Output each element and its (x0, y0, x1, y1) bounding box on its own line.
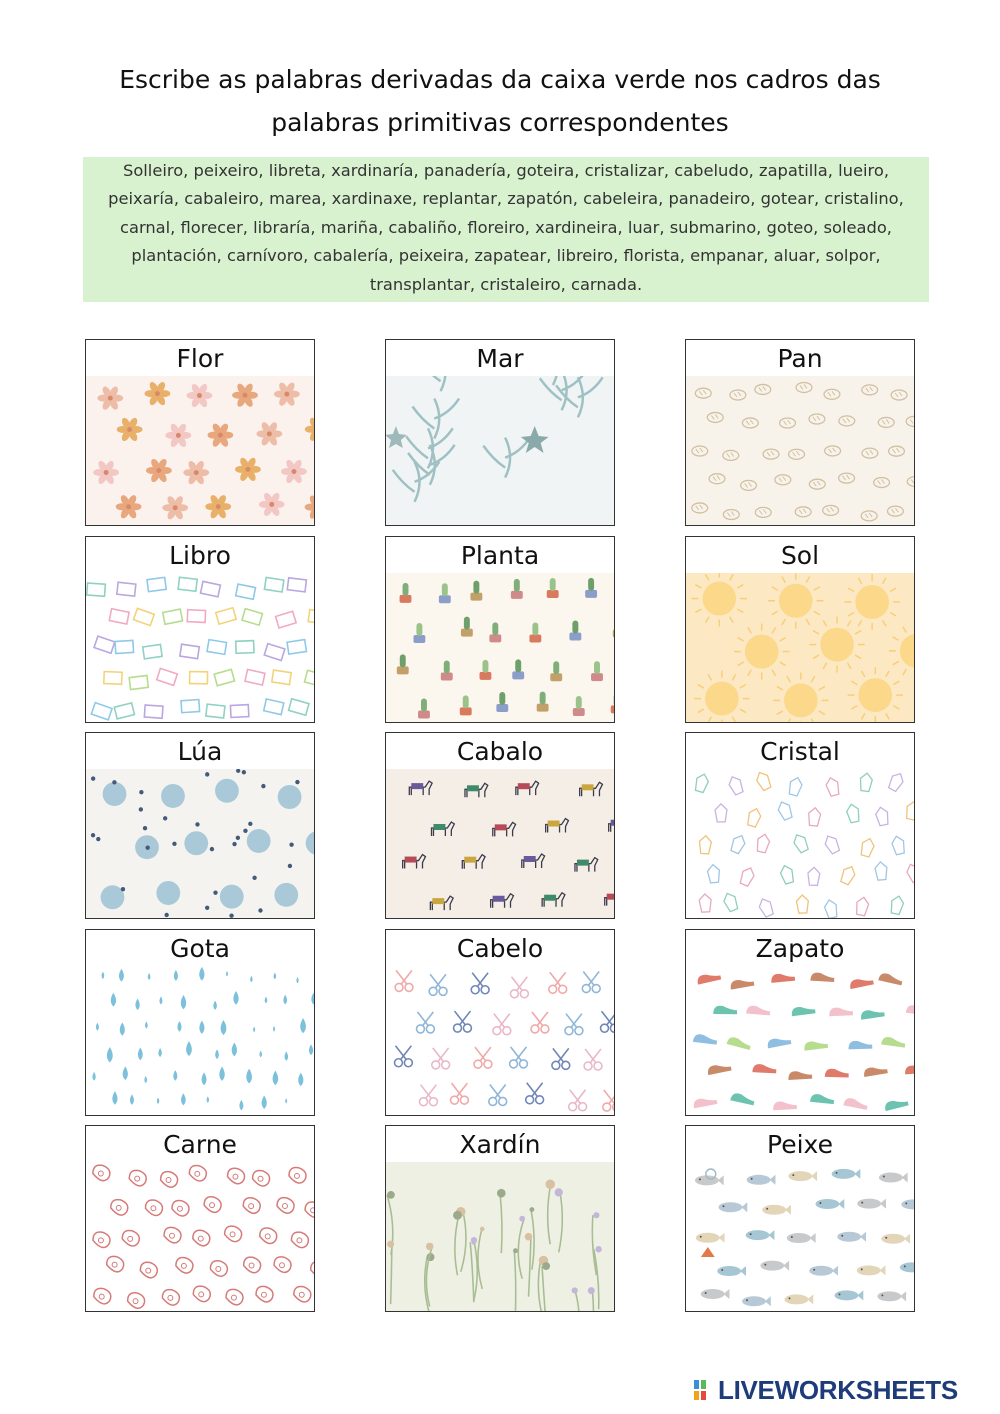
card-image (86, 966, 314, 1116)
raindrop-pattern (86, 966, 314, 1116)
word-card-peixe[interactable] (685, 1125, 915, 1312)
liveworksheets-logo-icon (693, 1378, 715, 1402)
word-card-carne[interactable] (85, 1125, 315, 1312)
hairdresser-pattern (386, 966, 614, 1116)
card-image (386, 966, 614, 1116)
coral-pattern (386, 376, 614, 526)
liveworksheets-logo[interactable] (693, 1375, 958, 1405)
card-label: Cabelo (386, 930, 614, 966)
cactus-pattern (386, 573, 614, 723)
card-image (386, 573, 614, 723)
word-card-flor[interactable] (85, 339, 315, 526)
worksheet-title: Escribe as palabras derivadas da caixa verde nos cadros das palabras primitivas correspondentes (119, 65, 881, 137)
garden-pattern (386, 1162, 614, 1312)
card-image (386, 1162, 614, 1312)
card-label: Sol (686, 537, 914, 573)
word-card-planta[interactable] (385, 536, 615, 723)
card-label: Pan (686, 340, 914, 376)
word-card-pan[interactable] (685, 339, 915, 526)
card-image (686, 769, 914, 919)
horse-pattern (386, 769, 614, 919)
logo-text: LIVEWORKSHEETS (718, 1374, 958, 1405)
card-label: Cabalo (386, 733, 614, 769)
word-card-cabalo[interactable] (385, 732, 615, 919)
card-image (86, 769, 314, 919)
derived-words-box: Solleiro, peixeiro, libreta, xardinaría, panadería, goteira, cristalizar, cabeludo, zapatilla, lueiro, peixaría, cabaleiro, marea, xardinaxe, replantar, zapatón, cabeleira, panadeiro, gotear, cristalino, carnal, florecer, libraría, mariña, cabaliño, floreiro, xardineira, luar, submarino, goteo, soleado, plantación, carnívoro, cabalería, peixeira, zapatear, libreiro, florista, empanar, aluar, solpor, transplantar, cristaleiro, carnada. (83, 157, 929, 302)
meat-pattern (86, 1162, 314, 1312)
word-card-libro[interactable] (85, 536, 315, 723)
books-pattern (86, 573, 314, 723)
card-label: Libro (86, 537, 314, 573)
card-label: Gota (86, 930, 314, 966)
word-card-zapato[interactable] (685, 929, 915, 1116)
card-label: Mar (386, 340, 614, 376)
card-label: Lúa (86, 733, 314, 769)
card-label: Xardín (386, 1126, 614, 1162)
moon-dots-pattern (86, 769, 314, 919)
word-card-xardín[interactable] (385, 1125, 615, 1312)
word-card-lúa[interactable] (85, 732, 315, 919)
card-image (686, 376, 914, 526)
crystal-pattern (686, 769, 914, 919)
card-label: Cristal (686, 733, 914, 769)
card-image (86, 1162, 314, 1312)
card-image (386, 376, 614, 526)
fish-pattern (686, 1162, 914, 1312)
card-image (86, 376, 314, 526)
card-image (686, 966, 914, 1116)
card-label: Zapato (686, 930, 914, 966)
card-image (86, 573, 314, 723)
word-card-mar[interactable] (385, 339, 615, 526)
sun-pattern (686, 573, 914, 723)
word-card-cabelo[interactable] (385, 929, 615, 1116)
bread-pattern (686, 376, 914, 526)
shoes-pattern (686, 966, 914, 1116)
card-image (386, 769, 614, 919)
word-card-sol[interactable] (685, 536, 915, 723)
card-label: Planta (386, 537, 614, 573)
card-label: Carne (86, 1126, 314, 1162)
word-card-cristal[interactable] (685, 732, 915, 919)
word-card-gota[interactable] (85, 929, 315, 1116)
flowers-pattern (86, 376, 314, 526)
card-image (686, 573, 914, 723)
card-label: Peixe (686, 1126, 914, 1162)
card-label: Flor (86, 340, 314, 376)
card-image (686, 1162, 914, 1312)
